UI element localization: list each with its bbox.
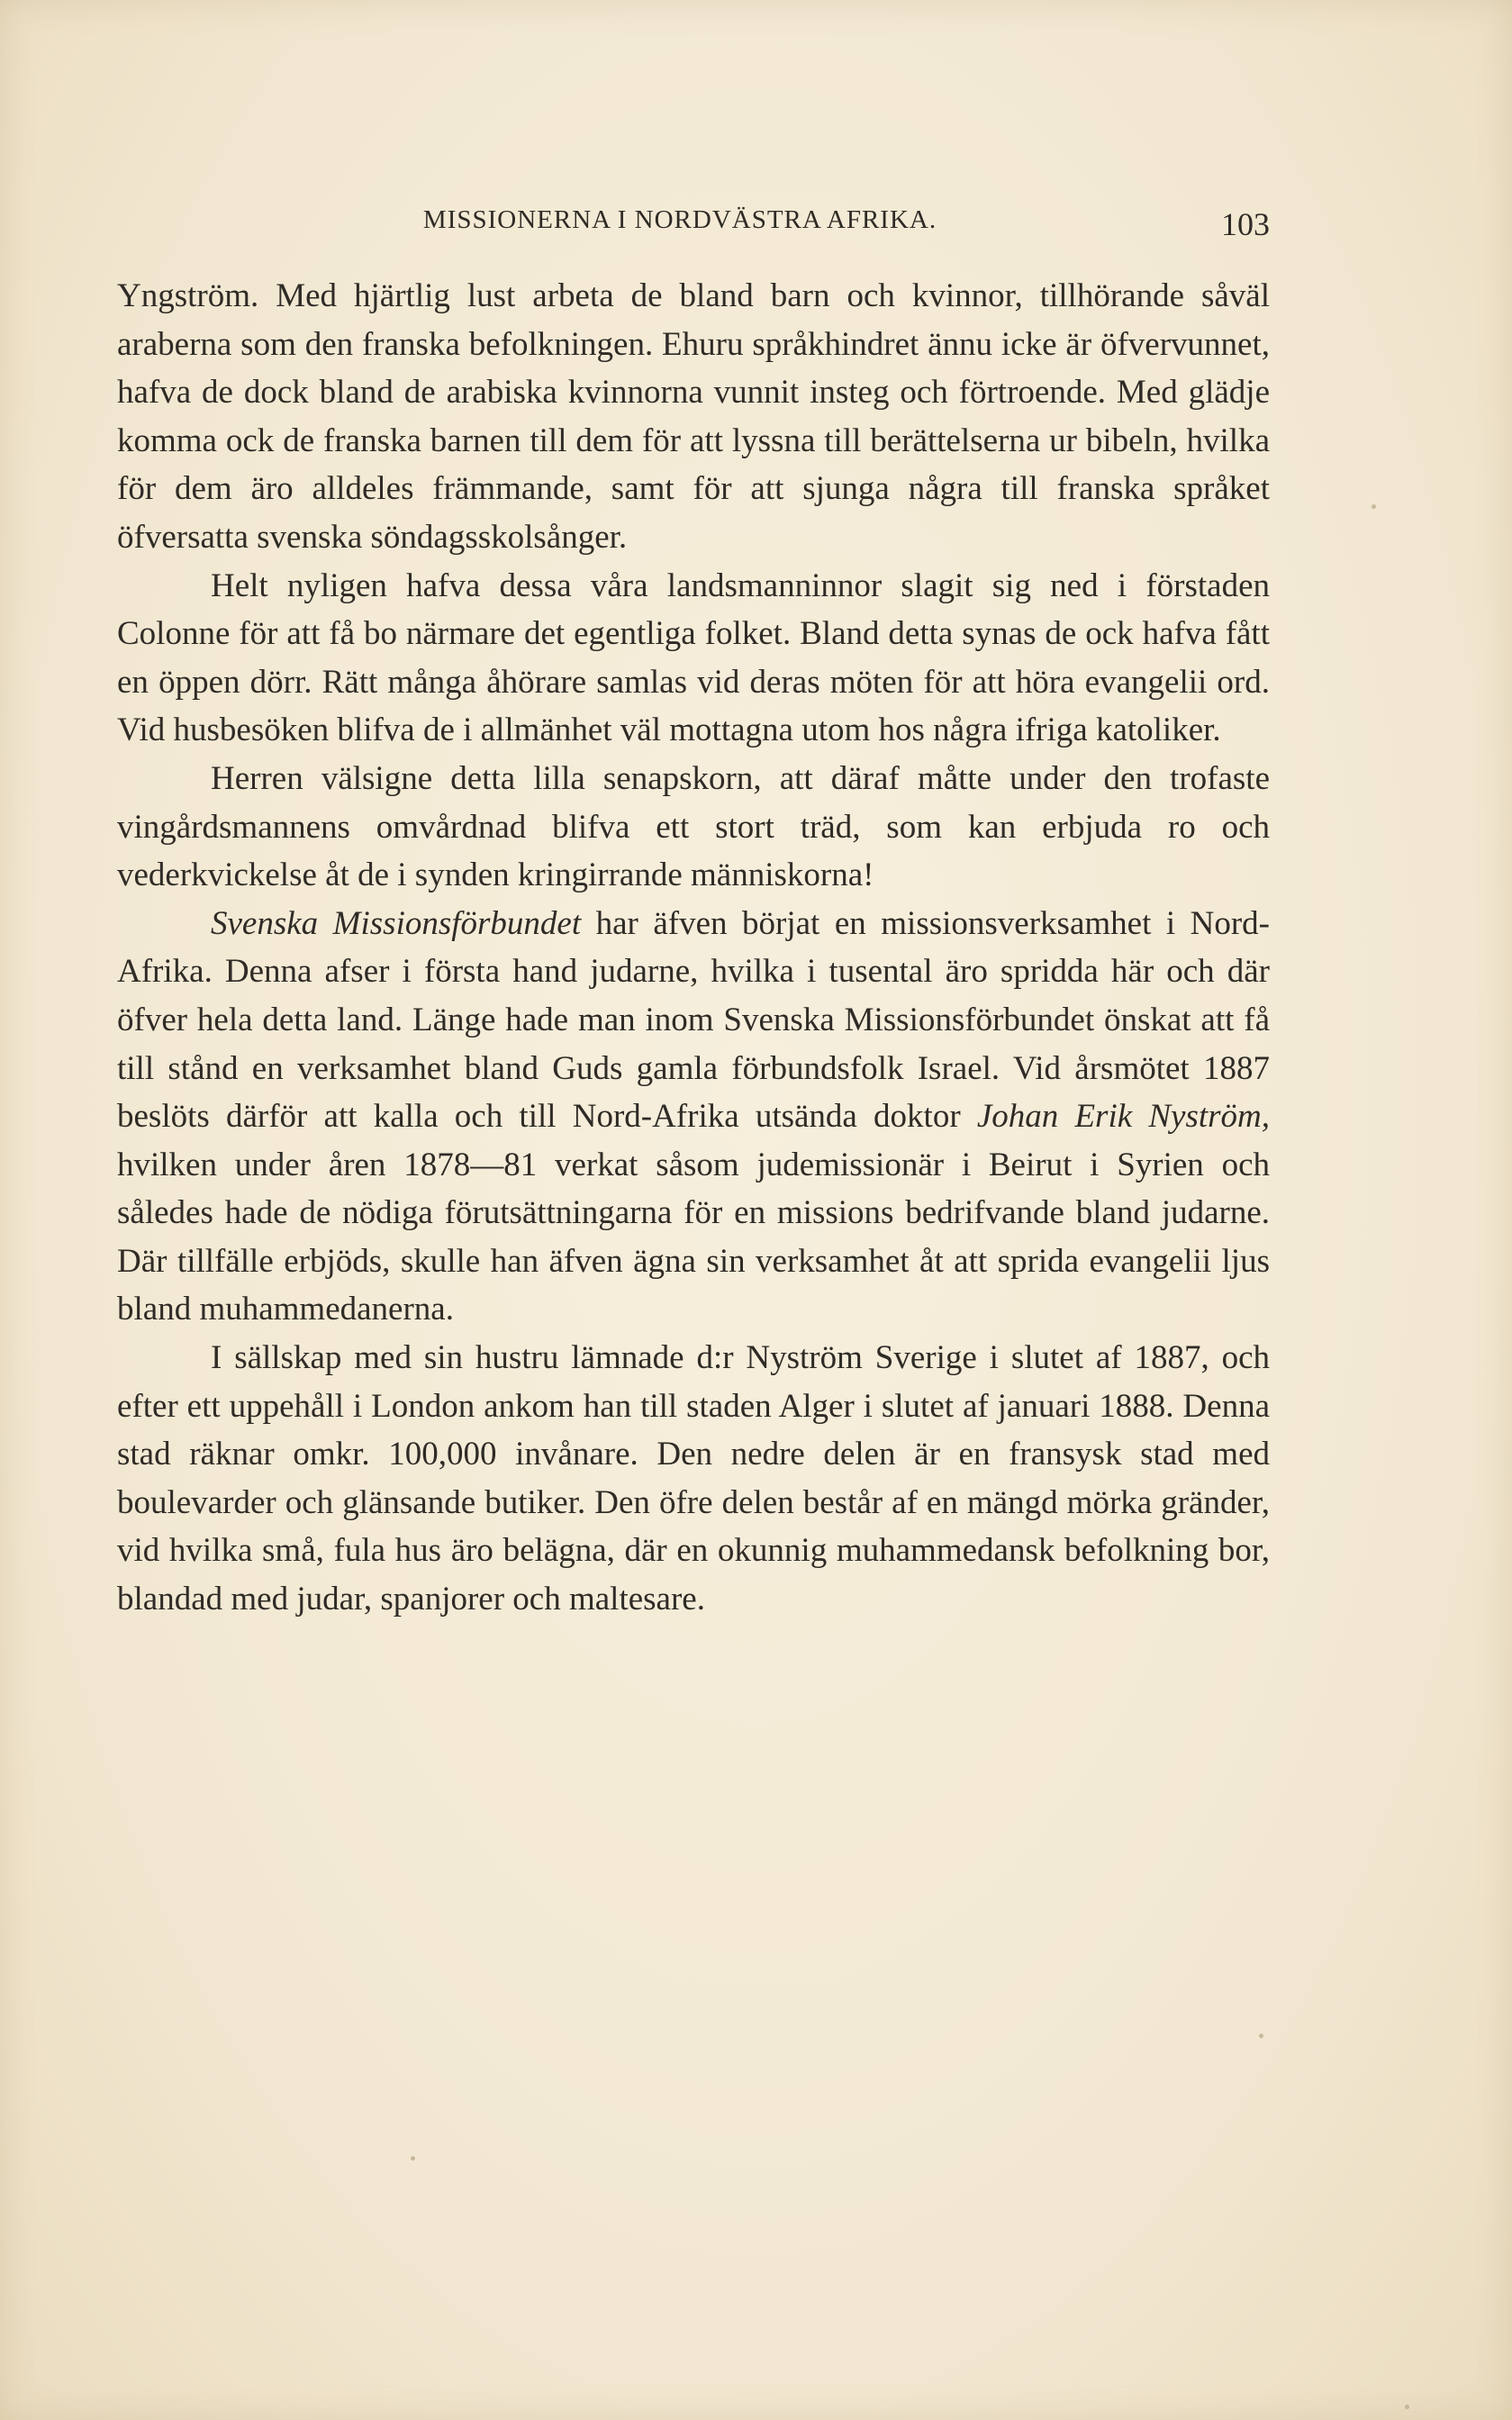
paragraph-3: Herren välsigne detta lilla senapskorn, att däraf måtte under den trofaste vingårdsmannens omvårdnad blifva ett stort träd, som kan erbjuda ro och vederkvickelse åt de i synden kringirrande människorna! bbox=[117, 759, 1270, 894]
page-header bbox=[117, 205, 1270, 250]
paper-speck bbox=[411, 2156, 415, 2161]
paragraph-4 bbox=[117, 900, 1270, 1334]
paragraph-5: I sällskap med sin hustru lämnade d:r Nyström Sverige i slutet af 1887, och efter ett uppehåll i London ankom han till staden Alger i slutet af januari 1888. Denna stad räknar omkr. 100,000 invånare. Den nedre delen är en fransysk stad med boulevarder och glänsande butiker. Den öfre delen består af en mängd mörka gränder, vid hvilka små, fula hus äro belägna, där en okunnig muhammedansk befolkning bor, blandad med judar, spanjorer och maltesare. bbox=[117, 1339, 1270, 1618]
paper-speck bbox=[1372, 504, 1376, 509]
paragraph-2: Helt nyligen hafva dessa våra landsmanninnor slagit sig ned i förstaden Colonne för att få bo närmare det egentliga folket. Bland detta synas de ock hafva fått en öppen dörr. Rätt många åhörare samlas vid deras möten för att höra evangelii ord. Vid husbesöken blifva de i allmänhet väl mottagna utom hos några ifriga katoliker. bbox=[117, 566, 1270, 749]
running-title: MISSIONERNA I NORDVÄSTRA AFRIKA. bbox=[422, 205, 937, 234]
italic-person-name: Johan Erik Nyström, bbox=[976, 1098, 1270, 1136]
page-number: 103 bbox=[1221, 206, 1270, 242]
italic-organisation-name: Svenska Missionsförbundet bbox=[211, 904, 582, 942]
body-text bbox=[117, 272, 1270, 1624]
paper-speck bbox=[1259, 2034, 1263, 2038]
paragraph-4-text-b: hvilken under åren 1878—81 verkat såsom judemissionär i Beirut i Syrien och således hade de nödiga förutsättningarna för en missions bedrifvande bland judarne. Där tillfälle erbjöds, skulle han äfven ägna sin verksamhet åt att sprida evangelii ljus bland muhammedanerna. bbox=[117, 1146, 1270, 1328]
paragraph-1: Yngström. Med hjärtlig lust arbeta de bland barn och kvinnor, tillhörande såväl araberna som den franska befolkningen. Ehuru språkhindret ännu icke är öfvervunnet, hafva de dock bland de arabiska kvinnorna vunnit insteg och förtroende. Med glädje komma ock de franska barnen till dem för att lyssna till berättelserna ur bibeln, hvilka för dem äro alldeles främmande, samt för att sjunga några till franska språket öfversatta svenska söndagsskolsånger. bbox=[117, 277, 1270, 556]
paragraph-4-text-a: har äfven börjat en missionsverksamhet i Nord-Afrika. Denna afser i första hand judarne, hvilka i tusental äro spridda här och där öfver hela detta land. Länge hade man inom Svenska Missionsförbundet önskat att få till stånd en verksamhet bland Guds gamla förbundsfolk Israel. Vid årsmötet 1887 beslöts därför att kalla och till Nord-Afrika utsända doktor bbox=[117, 904, 1270, 1136]
paper-speck bbox=[1405, 2405, 1409, 2409]
